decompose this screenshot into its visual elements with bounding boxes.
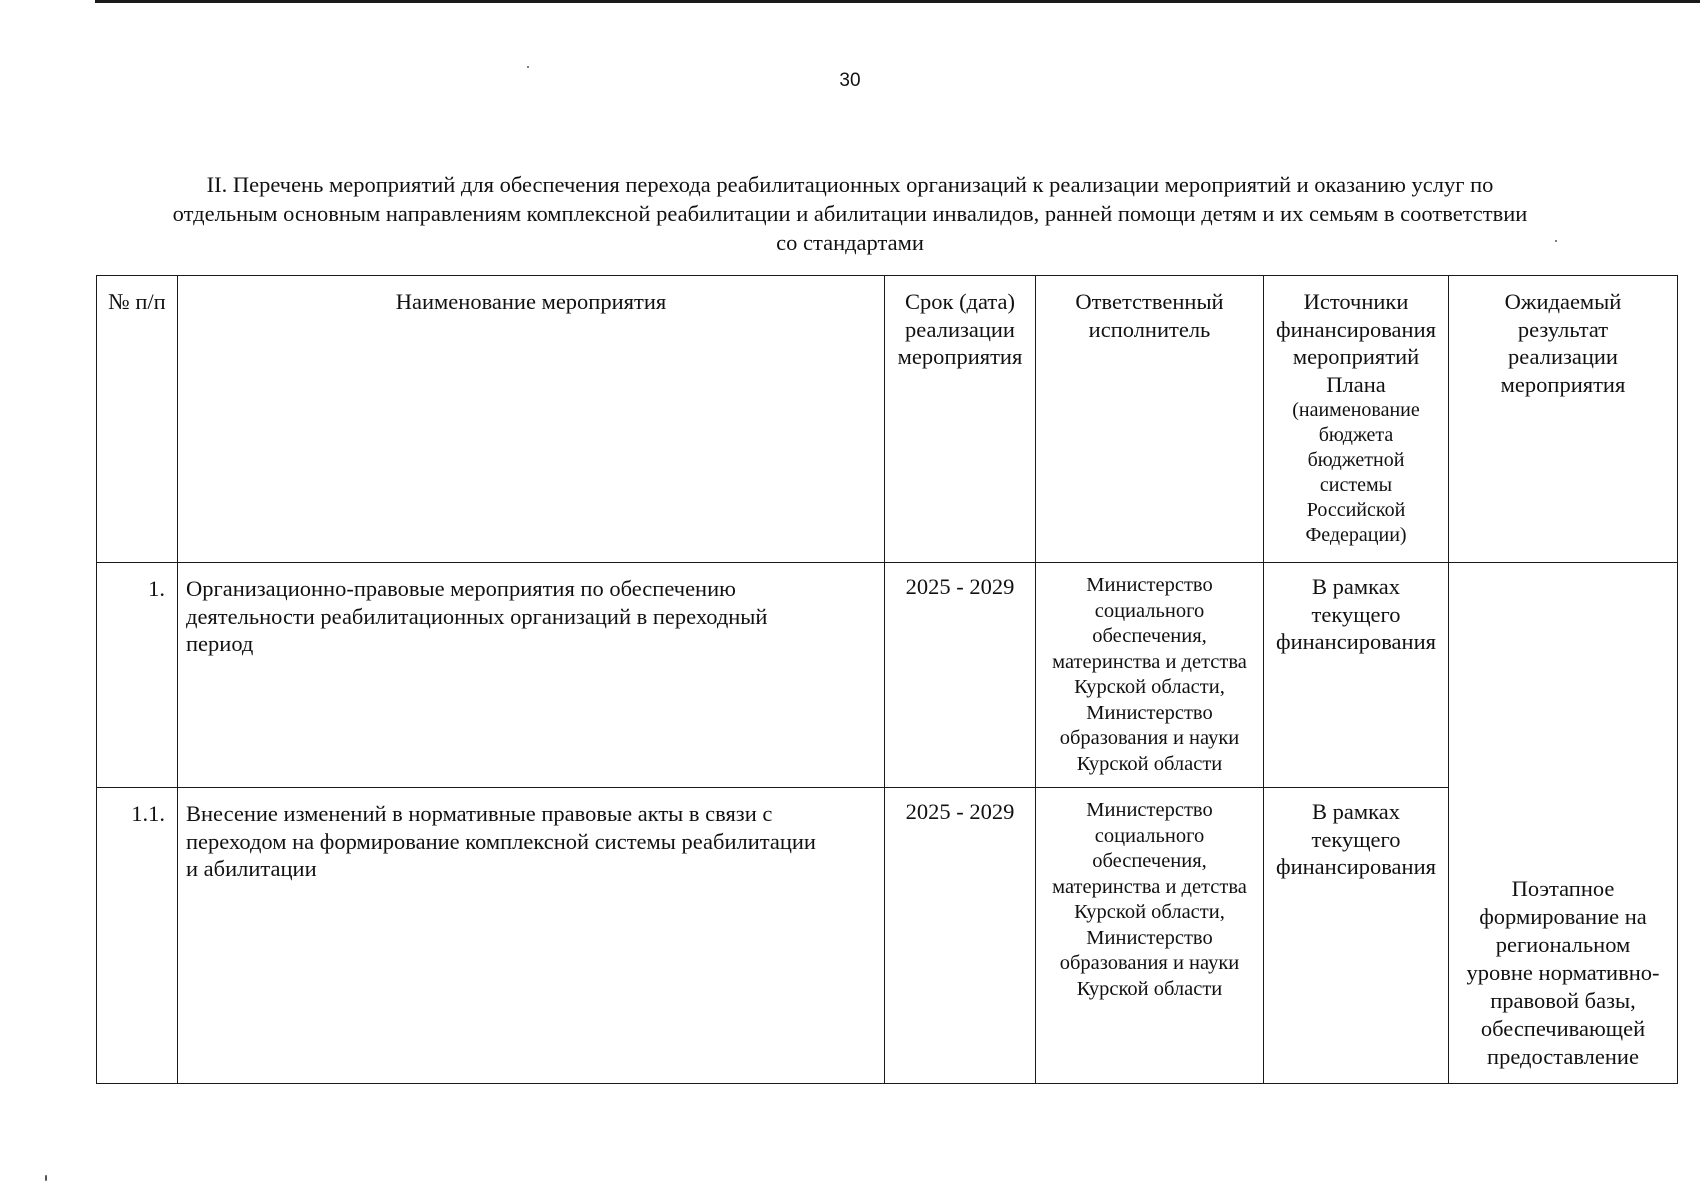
row-1-num xyxy=(96,562,177,787)
row-term-label: 2025 - 2029 xyxy=(905,574,1015,599)
header-term-line: Срок (дата) xyxy=(905,289,1015,314)
result-line: предоставление xyxy=(1487,1044,1639,1069)
row-name-line: и абилитации xyxy=(186,856,317,881)
header-funding-line: Плана xyxy=(1326,371,1386,397)
scan-speck xyxy=(527,66,529,68)
row-1-name xyxy=(177,562,884,787)
row-executor-line: Курской области xyxy=(1076,977,1223,1000)
row-num-label: 1. xyxy=(148,576,165,601)
row-executor-line: Курской области, xyxy=(1074,676,1225,698)
header-funding-line: финансирования xyxy=(1276,316,1436,342)
header-funding-note-line: системы xyxy=(1319,474,1393,496)
row-1-1-executor xyxy=(1035,787,1263,1084)
row-1-executor xyxy=(1035,562,1263,787)
expected-result-cell xyxy=(1448,562,1678,1084)
result-line: обеспечивающей xyxy=(1480,1016,1646,1041)
result-line: региональном xyxy=(1495,932,1631,957)
row-funding-line: В рамках xyxy=(1312,799,1400,824)
row-funding-line: В рамках xyxy=(1312,574,1400,599)
section-title-line: отдельным основным направлениям комплексной реабилитации и абилитации инвалидов, ранней помощи детям и их семьям в соответствии xyxy=(172,201,1528,226)
page-number: 30 xyxy=(839,70,861,91)
row-name-line: период xyxy=(186,631,254,656)
row-executor-line: образования и науки xyxy=(1059,952,1240,974)
result-line: формирование на xyxy=(1479,904,1647,929)
header-result-line: результат xyxy=(1517,316,1609,342)
header-funding-note-line: (наименование xyxy=(1292,399,1420,421)
row-1-1-name xyxy=(177,787,884,1084)
row-executor-line: Курской области, xyxy=(1074,901,1225,923)
header-funding-line: Источники xyxy=(1303,289,1409,314)
header-funding-line: мероприятий xyxy=(1292,344,1420,369)
row-funding-line: финансирования xyxy=(1276,854,1436,879)
scan-speck xyxy=(1555,240,1557,242)
scan-speck xyxy=(45,1175,47,1181)
row-name-line: деятельности реабилитационных организаций в переходный xyxy=(186,603,768,629)
header-result-line: мероприятия xyxy=(1500,371,1626,397)
header-result xyxy=(1448,275,1678,562)
row-1-1-num xyxy=(96,787,177,1084)
row-1-1-funding xyxy=(1263,787,1448,1084)
header-result-line: реализации xyxy=(1508,344,1618,369)
row-executor-line: обеспечения, xyxy=(1092,625,1207,647)
row-executor-line: обеспечения, xyxy=(1092,850,1207,872)
header-num-label: № п/п xyxy=(108,289,166,314)
row-name-line: переходом на формирование комплексной системы реабилитации xyxy=(186,828,816,854)
header-result-line: Ожидаемый xyxy=(1504,289,1622,314)
row-executor-line: социального xyxy=(1094,599,1205,622)
row-funding-line: текущего xyxy=(1311,826,1401,852)
header-funding-note-line: Федерации) xyxy=(1305,524,1407,546)
row-executor-line: Курской области xyxy=(1076,752,1223,775)
row-executor-line: Министерство xyxy=(1086,701,1213,724)
header-executor xyxy=(1035,275,1263,562)
row-name-line: Организационно-правовые мероприятия по обеспечению xyxy=(186,576,736,601)
row-num-label: 1.1. xyxy=(131,801,165,826)
row-1-term xyxy=(884,562,1035,787)
section-title xyxy=(100,170,1600,257)
measures-table xyxy=(96,275,1678,1084)
section-title-line: со стандартами xyxy=(776,230,924,255)
row-1-1-term xyxy=(884,787,1035,1084)
header-term-line: мероприятия xyxy=(897,344,1023,369)
expected-result-text xyxy=(1449,875,1677,1071)
section-title-line: II. Перечень мероприятий для обеспечения перехода реабилитационных организаций к реализации мероприятий и оказанию услуг по xyxy=(206,172,1494,197)
row-funding-line: текущего xyxy=(1311,601,1401,627)
row-executor-line: образования и науки xyxy=(1059,727,1240,749)
row-name-line: Внесение изменений в нормативные правовые акты в связи с xyxy=(186,801,773,826)
row-funding-line: финансирования xyxy=(1276,629,1436,654)
row-term-label: 2025 - 2029 xyxy=(905,799,1015,824)
result-line: Поэтапное xyxy=(1511,876,1615,901)
row-executor-line: материнства и детства xyxy=(1052,650,1247,673)
result-line: правовой базы, xyxy=(1490,988,1636,1013)
header-executor-line: исполнитель xyxy=(1088,316,1211,342)
header-funding-note-line: Российской xyxy=(1306,499,1406,521)
row-1-funding xyxy=(1263,562,1448,787)
row-executor-line: Министерство xyxy=(1086,574,1213,596)
row-executor-line: Министерство xyxy=(1086,926,1213,949)
header-term xyxy=(884,275,1035,562)
header-funding-note-line: бюджетной xyxy=(1307,449,1405,471)
row-executor-line: материнства и детства xyxy=(1052,875,1247,898)
header-name-label: Наименование мероприятия xyxy=(395,289,667,314)
top-border-line xyxy=(95,0,1700,3)
row-executor-line: Министерство xyxy=(1086,799,1213,821)
result-line: уровне нормативно- xyxy=(1466,960,1660,985)
header-term-line: реализации xyxy=(905,316,1015,342)
row-executor-line: социального xyxy=(1094,824,1205,847)
header-name xyxy=(177,275,884,562)
header-executor-line: Ответственный xyxy=(1075,289,1224,314)
header-funding-note-line: бюджета xyxy=(1318,424,1394,446)
header-num xyxy=(96,275,177,562)
header-funding xyxy=(1263,275,1448,562)
